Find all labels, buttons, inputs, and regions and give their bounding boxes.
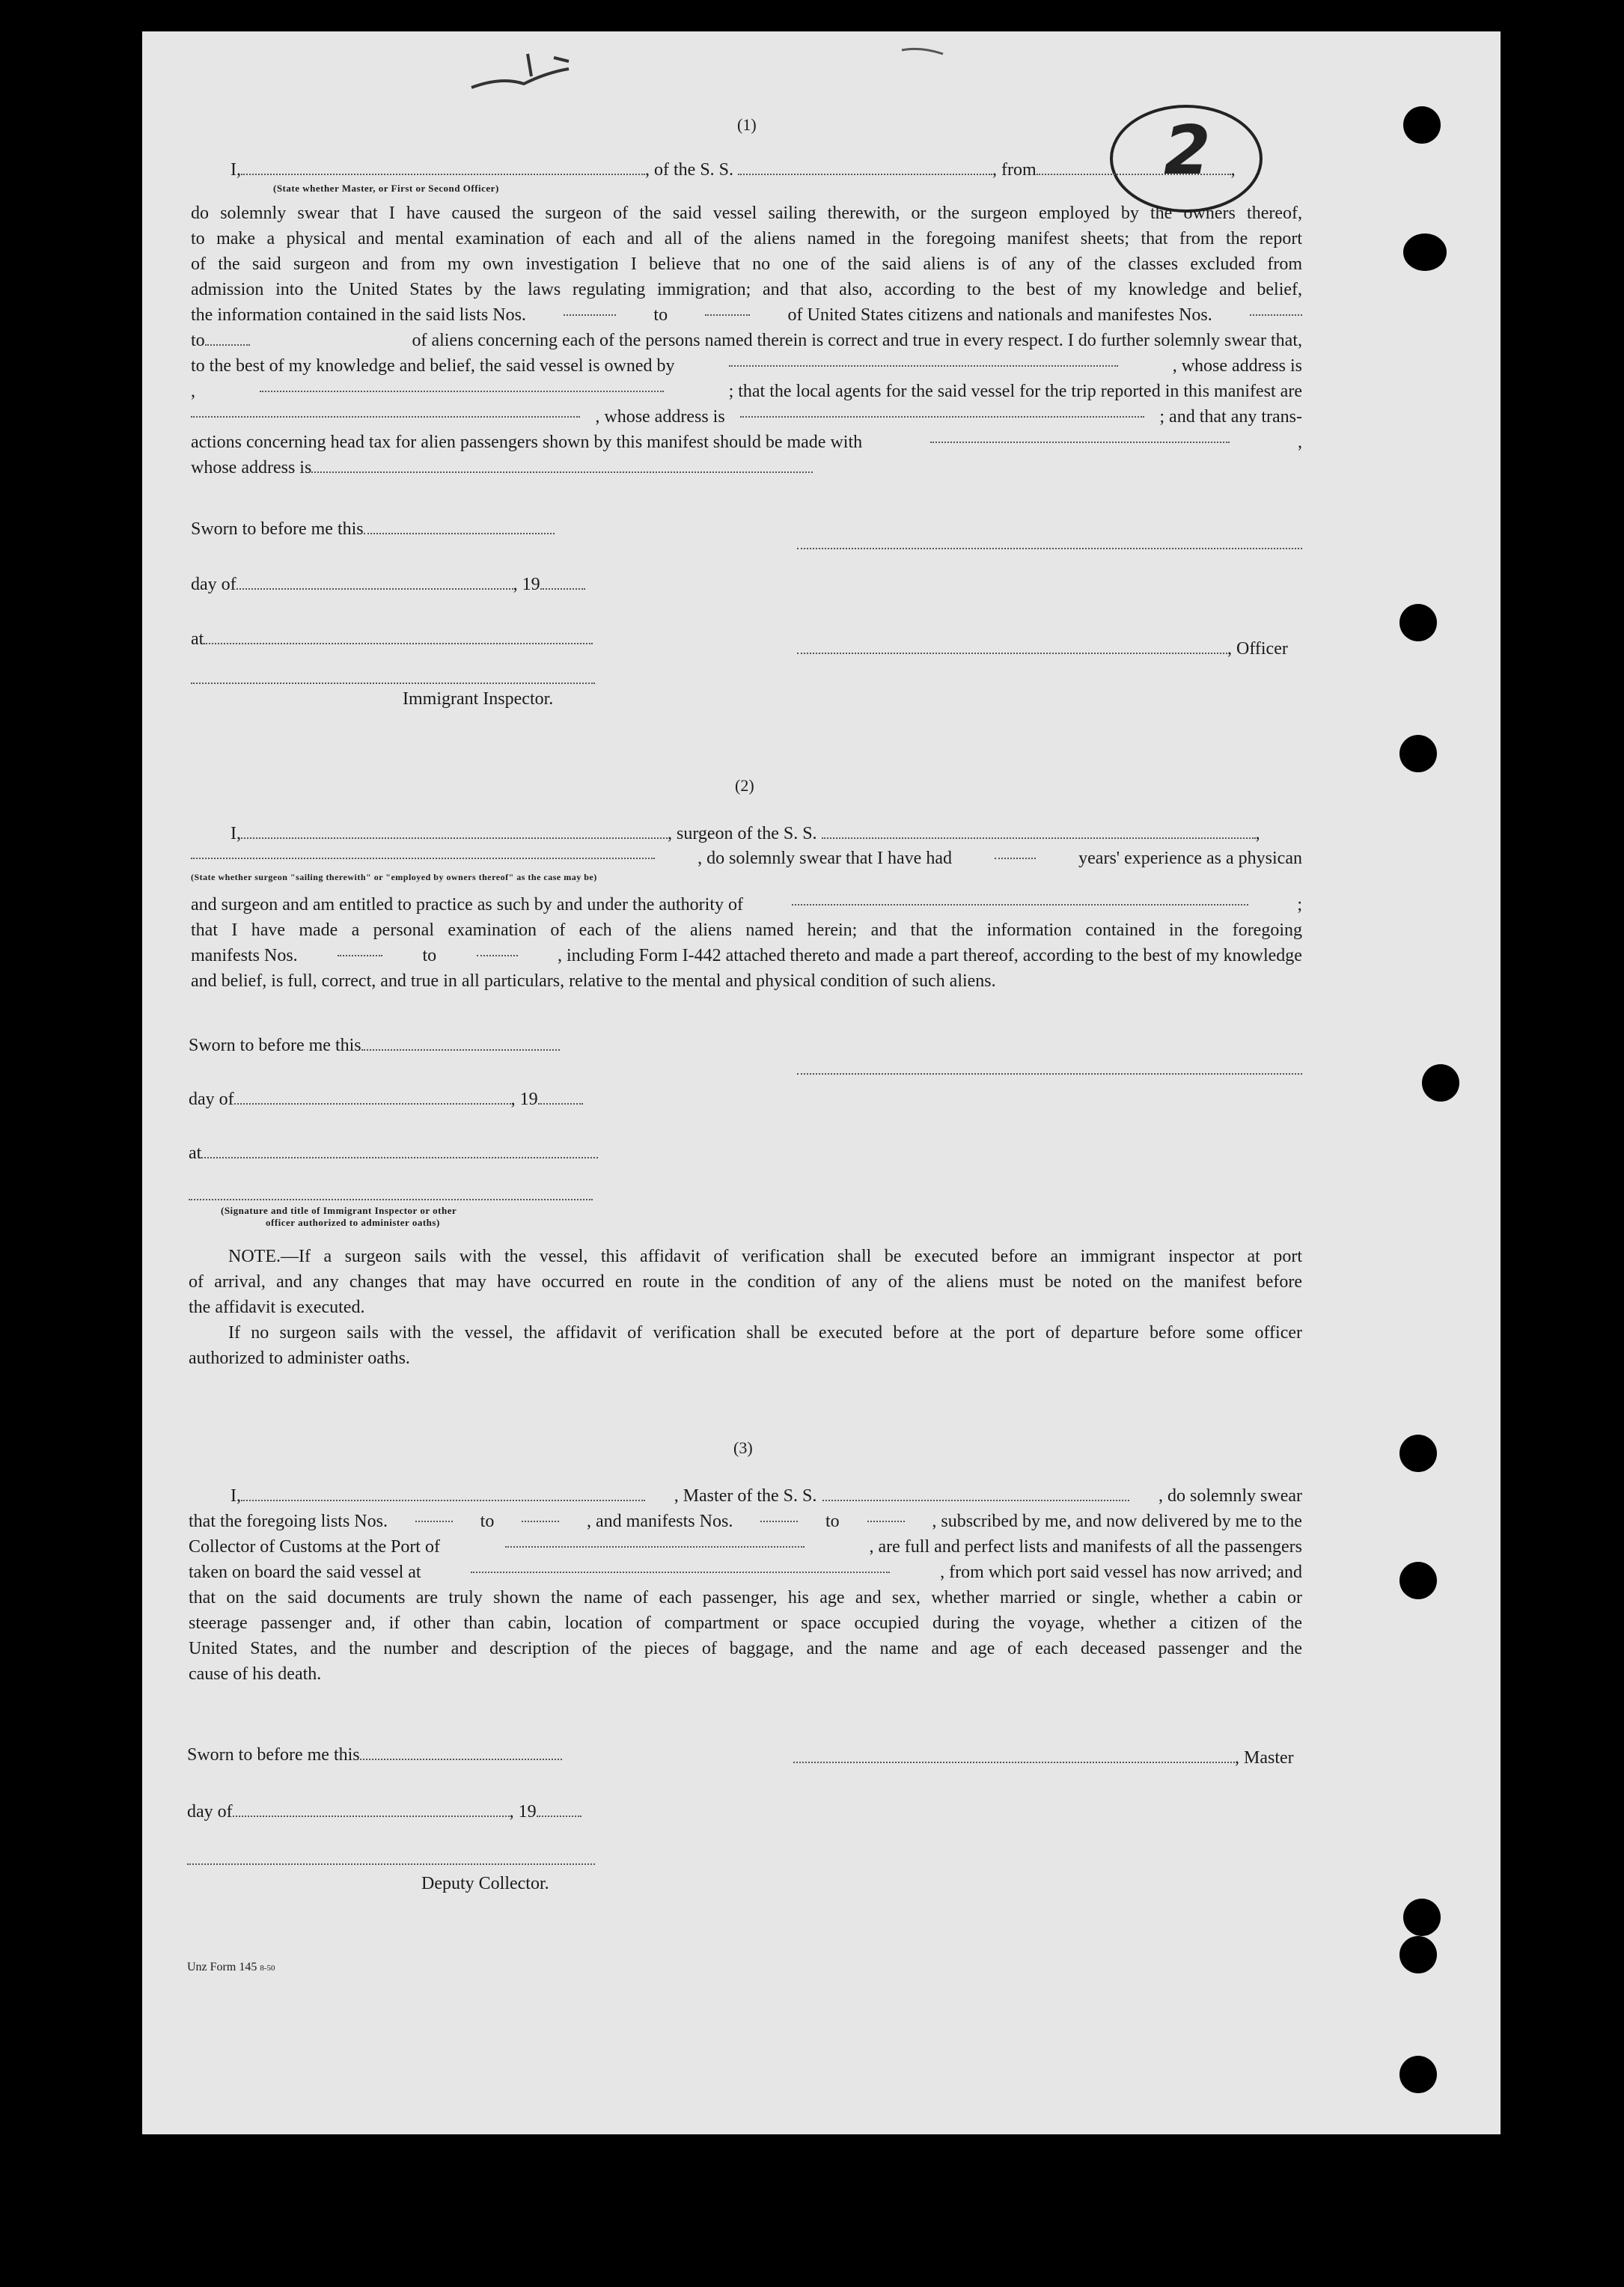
section-3-number: (3) [733, 1438, 753, 1457]
sec3-dayof: day of , 19 [187, 1799, 581, 1825]
sec1-line4: of the said surgeon and from my own investigation I believe that no one of the said aliens is of any of the classes excluded from [191, 254, 1302, 274]
section-1-number: (1) [737, 115, 757, 134]
surgeon-hint: (State whether surgeon "sailing therewith" or "employed by owners thereof" as the case may be) [191, 872, 597, 882]
sec1-line8: to the best of my knowledge and belief, the said vessel is owned by , whose address is [191, 356, 1302, 376]
sec1-line3: to make a physical and mental examination of each and all of the aliens named in the foregoing manifest sheets; that from the report [191, 229, 1302, 248]
sec2-line5: manifests Nos. to , including Form I-442 attached thereto and made a part thereof, according to the best of my knowledge [191, 946, 1302, 965]
sec1-line9: , ; that the local agents for the said vessel for the trip reported in this manifest are [191, 382, 1302, 401]
handwritten-mark [898, 35, 958, 65]
sec1-line12: whose address is [191, 455, 813, 480]
sec3-deputy: Deputy Collector. [421, 1874, 549, 1893]
sec3-sworn: Sworn to before me this [187, 1742, 562, 1768]
handwritten-page-number: 2 [1164, 112, 1211, 190]
sec1-inspector-line [191, 683, 595, 684]
sec3-line5: that on the said documents are truly shown the name of each passenger, his age and sex, whether married or single, whether a cabin or [189, 1588, 1302, 1607]
manifest-verification-form [142, 31, 1501, 2134]
master-hint: (State whether Master, or First or Second Officer) [273, 183, 499, 194]
note-line3: the affidavit is executed. [189, 1298, 365, 1317]
sec1-sworn: Sworn to before me this [191, 516, 555, 542]
sec3-line6: steerage passenger and, if other than cabin, location of compartment or space occupied during the voyage, whether a citizen of the [189, 1613, 1302, 1633]
note-line5: authorized to administer oaths. [189, 1349, 410, 1368]
note-line1: NOTE.—If a surgeon sails with the vessel, this affidavit of verification shall be executed before an immigrant inspector at port [228, 1247, 1302, 1266]
binder-hole [1399, 1936, 1437, 1973]
sec2-inspector-line [189, 1199, 593, 1200]
sec1-line1: I, , of the S. S. , from , [231, 160, 1236, 180]
sec2-signature-caption-1: (Signature and title of Immigrant Inspector or other [221, 1205, 457, 1216]
sec2-signature-caption-2: officer authorized to administer oaths) [266, 1217, 440, 1228]
binder-hole [1399, 604, 1437, 641]
form-number: Unz Form 145 8-50 [187, 1961, 275, 1973]
binder-hole [1403, 1899, 1441, 1936]
sec3-collector-line [187, 1863, 595, 1865]
sec2-signature-line [797, 1073, 1302, 1075]
sec2-line1: I, , surgeon of the S. S. , [231, 824, 1260, 843]
sec3-line4: taken on board the said vessel at , from which port said vessel has now arrived; and [189, 1563, 1302, 1582]
sec3-line7: United States, and the number and description of the pieces of baggage, and the name and age of each deceased passenger and the [189, 1639, 1302, 1658]
binder-hole [1399, 1435, 1437, 1472]
section-2-number: (2) [735, 776, 754, 795]
sec2-line4: that I have made a personal examination of each of the aliens named herein; and that the information contained in the foregoing [191, 920, 1302, 940]
sec1-line10: , whose address is ; and that any trans- [191, 404, 1302, 430]
sec3-line2: that the foregoing lists Nos. to , and manifests Nos. to , subscribed by me, and now delivered by me to the [189, 1512, 1302, 1531]
note-line2: of arrival, and any changes that may have occurred en route in the condition of any of the aliens must be noted on the manifest before [189, 1272, 1302, 1292]
sec3-line1: I, , Master of the S. S. , do solemnly swear [231, 1486, 1302, 1506]
sec3-master: , Master [793, 1745, 1294, 1771]
sec3-line8: cause of his death. [189, 1664, 322, 1684]
handwritten-scribble [457, 31, 606, 99]
sec2-sworn: Sworn to before me this [189, 1033, 560, 1058]
sec1-dayof: day of , 19 [191, 572, 585, 597]
sec1-line6: the information contained in the said lists Nos. to of United States citizens and nationals and manifestes Nos. [191, 302, 1302, 328]
sec3-line3: Collector of Customs at the Port of , are full and perfect lists and manifests of all the passengers [189, 1537, 1302, 1557]
binder-hole [1403, 106, 1441, 144]
sec1-line7: to of aliens concerning each of the persons named therein is correct and true in every respect. I do further solemnly swear that, [191, 331, 1302, 350]
binder-hole [1422, 1064, 1459, 1102]
sec2-line2: , do solemnly swear that I have had years' experience as a physican [191, 846, 1302, 871]
sec1-officer: , Officer [797, 636, 1288, 662]
sec2-at: at [189, 1141, 598, 1166]
binder-hole [1399, 1562, 1437, 1599]
sec2-dayof: day of , 19 [189, 1087, 583, 1112]
binder-hole [1399, 2056, 1437, 2093]
sec2-line6: and belief, is full, correct, and true in all particulars, relative to the mental and physical condition of such aliens. [191, 971, 996, 991]
sec1-line2: do solemnly swear that I have caused the surgeon of the said vessel sailing therewith, or the surgeon employed by the owners thereof, [191, 204, 1302, 223]
binder-hole [1403, 233, 1447, 271]
sec1-signature-line [797, 548, 1302, 549]
sec1-inspector: Immigrant Inspector. [403, 689, 554, 709]
sec2-line3: and surgeon and am entitled to practice as such by and under the authority of ; [191, 895, 1302, 915]
sec1-line11: actions concerning head tax for alien passengers shown by this manifest should be made with , [191, 433, 1302, 452]
note-line4: If no surgeon sails with the vessel, the affidavit of verification shall be executed before at the port of departure before some officer [228, 1323, 1302, 1343]
sec1-line5: admission into the United States by the laws regulating immigration; and that also, according to the best of my knowledge and belief, [191, 280, 1302, 299]
sec1-at: at [191, 626, 593, 652]
binder-hole [1399, 735, 1437, 772]
